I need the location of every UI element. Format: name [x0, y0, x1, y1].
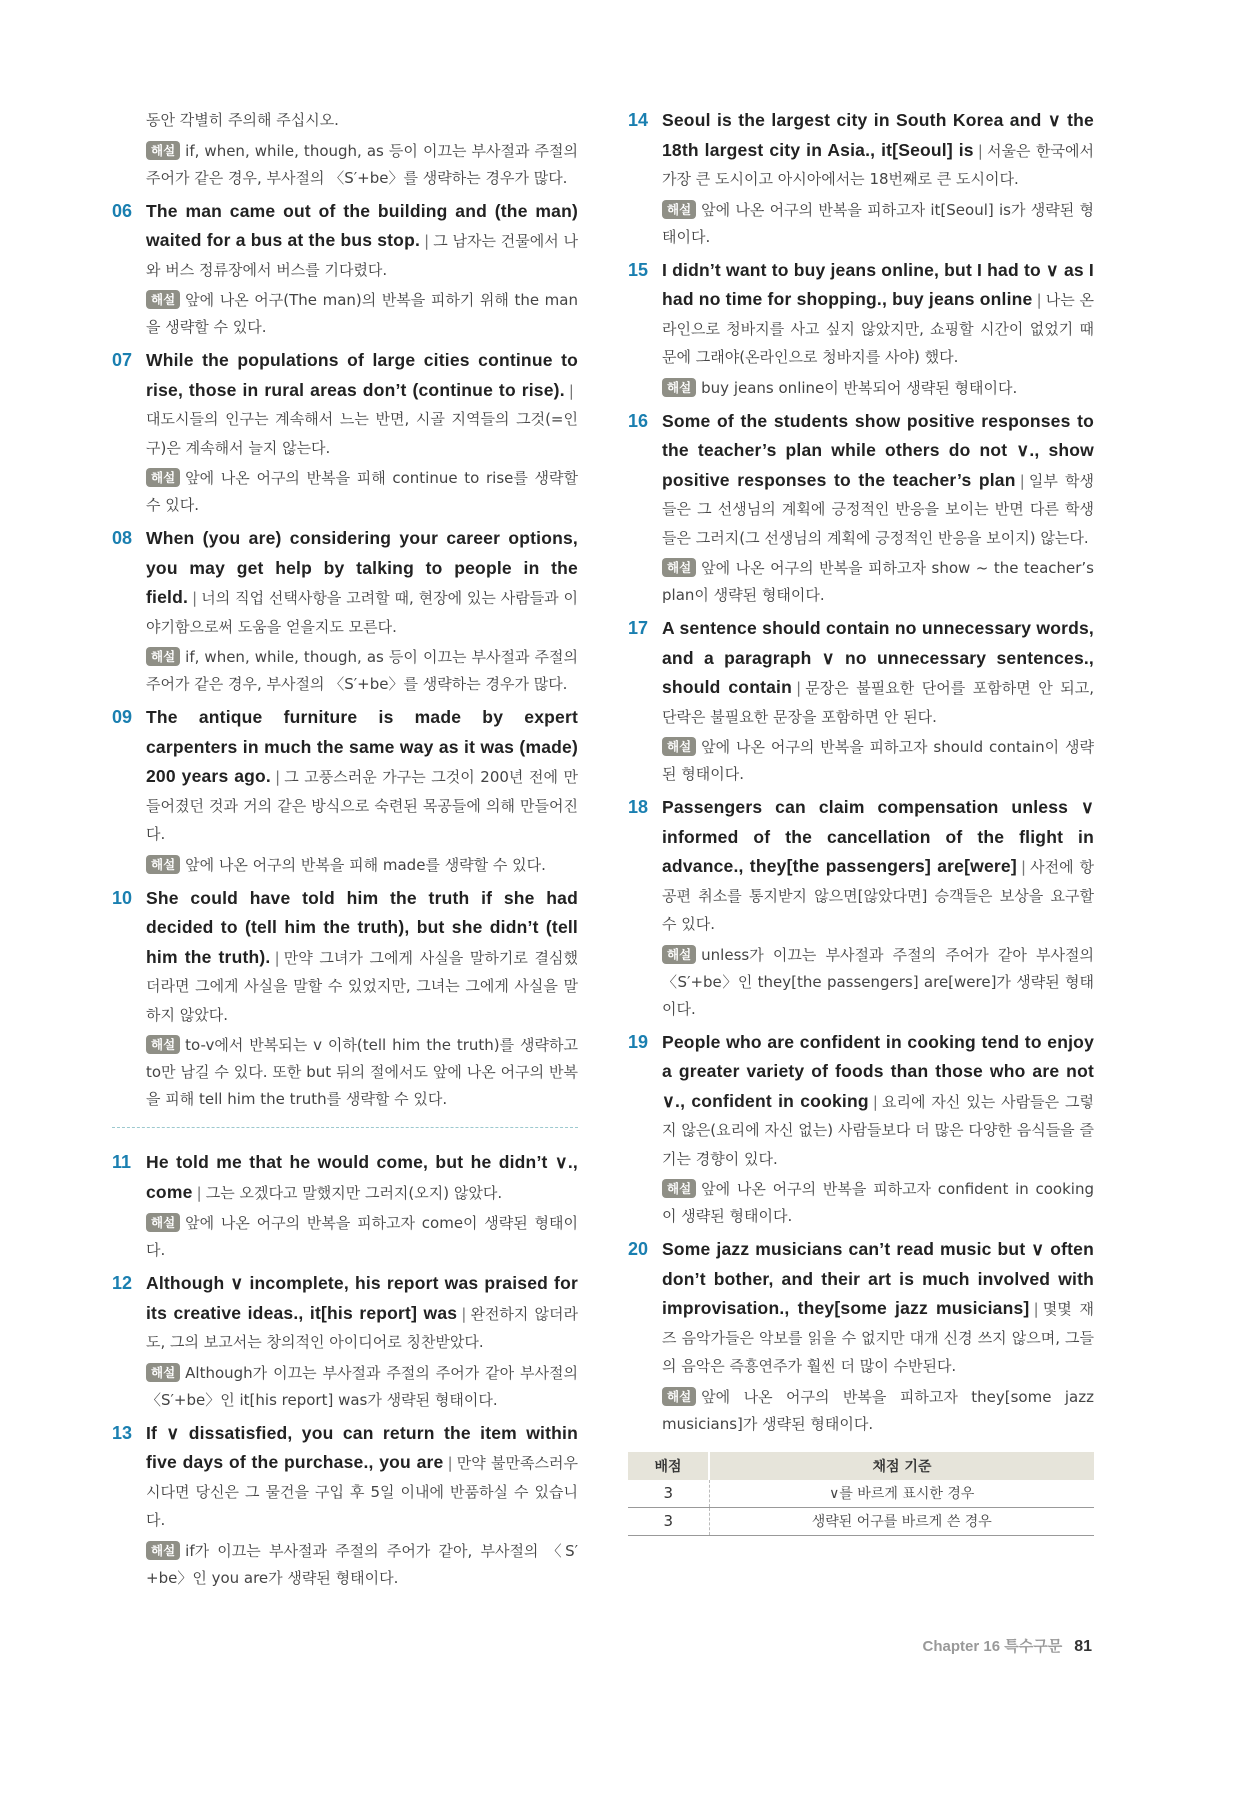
answer-item [112, 884, 578, 1114]
chapter-title: Chapter 16 특수구문 [922, 1637, 1063, 1655]
explanation-note [146, 1210, 578, 1264]
answer-item [112, 1148, 578, 1264]
left-items-group-1 [112, 197, 578, 1114]
separator: | [274, 948, 280, 967]
explanation-note [146, 852, 578, 879]
korean-text: 동안 각별히 주의해 주십시오. [146, 111, 339, 129]
english-sentence: People who are confident in cooking tend to enjoy a greater variety of foods than those who are not ∨., confident in cooking [662, 1031, 1094, 1111]
note-badge: 해설 [146, 1363, 180, 1382]
section-divider [112, 1127, 578, 1128]
english-sentence: Although ∨ incomplete, his report was praised for its creative ideas., it[his report] was [146, 1273, 578, 1323]
answer-text [146, 346, 578, 462]
note-badge: 해설 [146, 1541, 180, 1560]
korean-translation: 너의 직업 선택사항을 고려할 때, 현장에 있는 사람들과 이야기함으로써 도움을 얻을지도 모른다. [146, 589, 578, 636]
english-sentence: Some jazz musicians can’t read music but ∨ often don’t bother, and their art is much involved with improvisation., they[some jazz musicians] [662, 1239, 1094, 1318]
answer-item [112, 1269, 578, 1414]
explanation-note [662, 555, 1094, 609]
note-badge: 해설 [662, 1387, 696, 1406]
answer-text [662, 106, 1094, 194]
explanation-note [146, 138, 578, 192]
item-number: 14 [628, 110, 649, 130]
korean-translation: 완전하지 않더라도, 그의 보고서는 창의적인 아이디어로 칭찬받았다. [146, 1304, 579, 1351]
explanation-note [146, 1538, 578, 1592]
note-text: 앞에 나온 어구의 반복을 피하고자 come이 생략된 형태이다. [146, 1214, 578, 1259]
answer-text [146, 884, 578, 1030]
note-badge: 해설 [662, 1179, 696, 1198]
answer-text [662, 256, 1094, 372]
korean-translation: 만약 불만족스러우시다면 당신은 그 물건을 구입 후 5일 이내에 반품하실 수 있습니다. [146, 1454, 578, 1529]
explanation-note [146, 1360, 578, 1414]
answer-text [662, 1235, 1094, 1381]
answer-item [628, 1235, 1094, 1438]
answer-text [146, 197, 578, 285]
right-column [628, 106, 1094, 1536]
answer-text [146, 524, 578, 641]
korean-translation: 일부 학생들은 그 선생님의 계획에 긍정적인 반응을 보이는 반면 다른 학생들은 그러지(그 선생님의 계획에 긍정적인 반응을 보이지) 않는다. [662, 471, 1094, 547]
separator: | [568, 381, 574, 400]
answer-text [662, 793, 1094, 939]
score-cell: 3 [628, 1507, 709, 1535]
note-badge: 해설 [662, 737, 696, 756]
note-badge: 해설 [662, 945, 696, 964]
answer-text [146, 1419, 578, 1535]
separator: | [1020, 858, 1027, 876]
english-sentence: If ∨ dissatisfied, you can return the item within five days of the purchase., you are [146, 1422, 578, 1472]
answer-text [146, 1148, 578, 1207]
item-number: 09 [112, 707, 133, 727]
note-badge: 해설 [146, 1213, 180, 1232]
item-number: 16 [628, 410, 649, 431]
note-text: 앞에 나온 어구의 반복을 피해 made를 생략할 수 있다. [185, 855, 546, 874]
page-number: 81 [1074, 1637, 1092, 1655]
note-text: 앞에 나온 어구의 반복을 피해 continue to rise를 생략할 수 있다. [146, 469, 578, 514]
criteria-cell: 생략된 어구를 바르게 쓴 경우 [709, 1507, 1094, 1535]
note-text: if, when, while, though, as 등이 이끄는 부사절과 주절의 주어가 같은 경우, 부사절의 〈S′+be〉를 생략하는 경우가 많다. [146, 648, 578, 693]
explanation-note [146, 1032, 578, 1113]
separator: | [1019, 471, 1025, 490]
item-number: 06 [112, 200, 133, 221]
korean-translation: 사전에 항공편 취소를 통지받지 않으면[않았다면] 승객들은 보상을 요구할 수 있다. [662, 858, 1094, 933]
note-text: 앞에 나온 어구의 반복을 피하고자 they[some jazz musicians]가 생략된 형태이다. [662, 1387, 1094, 1433]
separator: | [447, 1454, 453, 1472]
item-number: 17 [628, 618, 649, 638]
korean-translation: 몇몇 재즈 음악가들은 악보를 읽을 수 없지만 대개 신경 쓰지 않으며, 그들의 음악은 즉흥연주가 훨씬 더 많이 수반된다. [662, 1300, 1094, 1375]
explanation-note [662, 1384, 1094, 1438]
note-text: unless가 이끄는 부사절과 주절의 주어가 같아 부사절의 〈S′+be〉인 they[the passengers] are[were]가 생략된 형태이다. [662, 945, 1094, 1018]
separator: | [1033, 1300, 1039, 1318]
explanation-note [662, 197, 1094, 251]
note-text: 앞에 나온 어구의 반복을 피하고자 show ~ the teacher’s plan이 생략된 형태이다. [662, 559, 1094, 604]
english-sentence: A sentence should contain no unnecessary words, and a paragraph ∨ no unnecessary sentences., should contain [662, 618, 1094, 697]
answer-text [662, 614, 1094, 731]
item-number: 19 [628, 1031, 649, 1052]
explanation-note [662, 375, 1094, 402]
note-badge: 해설 [146, 1035, 180, 1054]
table-row [628, 1480, 1094, 1508]
separator: | [424, 232, 430, 250]
answer-item [112, 703, 578, 879]
korean-translation: 그는 오겠다고 말했지만 그러지(오지) 않았다. [205, 1183, 503, 1202]
score-cell: 3 [628, 1480, 709, 1508]
separator: | [872, 1092, 878, 1111]
answer-item [112, 197, 578, 342]
english-sentence: The antique furniture is made by expert carpenters in much the same way as it was (made) 200 years ago. [146, 707, 578, 786]
answer-item [628, 793, 1094, 1023]
note-text: 앞에 나온 어구의 반복을 피하고자 should contain이 생략된 형태이다. [662, 738, 1094, 783]
separator: | [1036, 291, 1042, 309]
explanation-note [146, 287, 578, 341]
note-text: 앞에 나온 어구의 반복을 피하고자 it[Seoul] is가 생략된 형태이다. [662, 200, 1094, 246]
separator: | [977, 141, 983, 160]
header-score: 배점 [628, 1452, 709, 1480]
explanation-note [662, 942, 1094, 1023]
korean-translation: 대도시들의 인구는 계속해서 느는 반면, 시골 지역들의 그것(=인구)은 계속해서 늘지 않는다. [146, 410, 578, 457]
korean-translation: 나는 온라인으로 청바지를 사고 싶지 않았지만, 쇼핑할 시간이 없었기 때문에 그래야(온라인으로 청바지를 사야) 했다. [662, 291, 1095, 366]
item-number: 12 [112, 1273, 133, 1293]
item-number: 15 [628, 259, 649, 280]
english-sentence: I didn’t want to buy jeans online, but I had to ∨ as I had no time for shopping., buy jeans online [662, 259, 1094, 309]
separator: | [192, 589, 198, 607]
explanation-note [662, 734, 1094, 788]
note-badge: 해설 [146, 141, 180, 160]
korean-translation: 서울은 한국에서 가장 큰 도시이고 아시아에서는 18번째로 큰 도시이다. [662, 141, 1094, 188]
korean-translation: 만약 그녀가 그에게 사실을 말하기로 결심했더라면 그에게 사실을 말할 수 있었지만, 그녀는 그에게 사실을 말하지 않았다. [146, 948, 579, 1024]
table-row [628, 1507, 1094, 1535]
answer-item [112, 346, 578, 519]
answer-text [146, 1269, 578, 1357]
note-text: Although가 이끄는 부사절과 주절의 주어가 같아 부사절의 〈S′+be〉인 it[his report] was가 생략된 형태이다. [146, 1363, 578, 1409]
left-column [112, 106, 578, 1597]
note-badge: 해설 [146, 290, 180, 309]
answer-item [628, 614, 1094, 788]
note-text: to-v에서 반복되는 v 이하(tell him the truth)를 생략하고 to만 남길 수 있다. 또한 but 뒤의 절에서도 앞에 나온 어구의 반복을 피해 tell him the truth를 생략할 수 있다. [146, 1036, 578, 1108]
korean-translation: 요리에 자신 있는 사람들은 그렇지 않은(요리에 자신 없는) 사람들보다 더 많은 다양한 음식들을 즐기는 경향이 있다. [662, 1092, 1094, 1168]
answer-text [662, 1028, 1094, 1174]
explanation-note [146, 465, 578, 519]
note-text: 앞에 나온 어구(The man)의 반복을 피하기 위해 the man을 생략할 수 있다. [146, 291, 578, 336]
right-items-group [628, 106, 1094, 1438]
english-sentence: While the populations of large cities continue to rise, those in rural areas don’t (continue to rise). [146, 350, 578, 400]
english-sentence: Seoul is the largest city in South Korea and ∨ the 18th largest city in Asia., it[Seoul] is [662, 110, 1094, 160]
note-text: if가 이끄는 부사절과 주절의 주어가 같아, 부사절의 〈S′+be〉인 you are가 생략된 형태이다. [146, 1541, 578, 1587]
columns [0, 106, 1240, 1597]
item-number: 11 [112, 1152, 132, 1172]
separator: | [196, 1183, 202, 1202]
korean-translation: 그 남자는 건물에서 나와 버스 정류장에서 버스를 기다렸다. [146, 232, 578, 279]
note-text: if, when, while, though, as 등이 이끄는 부사절과 주절의 주어가 같은 경우, 부사절의 〈S′+be〉를 생략하는 경우가 많다. [146, 141, 578, 187]
answer-item [112, 1419, 578, 1592]
note-badge: 해설 [146, 647, 180, 666]
note-badge: 해설 [662, 200, 696, 219]
english-sentence: The man came out of the building and (the man) waited for a bus at the bus stop. [146, 200, 578, 250]
header-criteria: 채점 기준 [709, 1452, 1094, 1480]
answer-item [112, 524, 578, 698]
item-number: 10 [112, 887, 133, 908]
item-number: 07 [112, 350, 133, 370]
answer-item [628, 106, 1094, 251]
item-number: 13 [112, 1422, 133, 1443]
item-number: 20 [628, 1239, 649, 1259]
answer-text [146, 703, 578, 849]
item-number: 18 [628, 797, 649, 817]
note-badge: 해설 [146, 855, 180, 874]
page-footer [0, 1597, 1240, 1807]
answer-item [628, 256, 1094, 402]
korean-translation: 문장은 불필요한 단어를 포함하면 안 되고, 단락은 불필요한 문장을 포함하면 안 된다. [662, 679, 1094, 726]
english-sentence: Passengers can claim compensation unless ∨ informed of the cancellation of the flight in advance., they[the passengers] are[were] [662, 797, 1094, 876]
note-text: 앞에 나온 어구의 반복을 피하고자 confident in cooking이 생략된 형태이다. [662, 1180, 1094, 1225]
answer-item [628, 407, 1094, 610]
answer-text [662, 407, 1094, 553]
korean-translation: 그 고풍스러운 가구는 그것이 200년 전에 만들어졌던 것과 거의 같은 방식으로 숙련된 목공들에 의해 만들어진다. [146, 768, 578, 843]
answer-item [628, 1028, 1094, 1231]
separator: | [461, 1304, 467, 1323]
explanation-note [662, 1176, 1094, 1230]
english-sentence: When (you are) considering your career options, you may get help by talking to people in the field. [146, 528, 578, 607]
note-badge: 해설 [662, 558, 696, 577]
note-badge: 해설 [146, 468, 180, 487]
explanation-note [146, 644, 578, 698]
english-sentence: He told me that he would come, but he didn’t ∨., come [146, 1152, 578, 1202]
english-sentence: She could have told him the truth if she had decided to (tell him the truth), but she didn’t (tell him the truth). [146, 887, 578, 967]
note-badge: 해설 [662, 378, 696, 397]
separator: | [796, 679, 802, 697]
criteria-cell: ∨를 바르게 표시한 경우 [709, 1480, 1094, 1508]
note-text: buy jeans online이 반복되어 생략된 형태이다. [701, 378, 1018, 397]
score-table [628, 1452, 1094, 1536]
intro-continuation [112, 106, 578, 192]
separator: | [275, 768, 281, 786]
item-number: 08 [112, 528, 133, 548]
left-items-group-2 [112, 1148, 578, 1592]
english-sentence: Some of the students show positive responses to the teacher’s plan while others do not ∨., show positive responses to the teacher’s plan [662, 410, 1094, 490]
